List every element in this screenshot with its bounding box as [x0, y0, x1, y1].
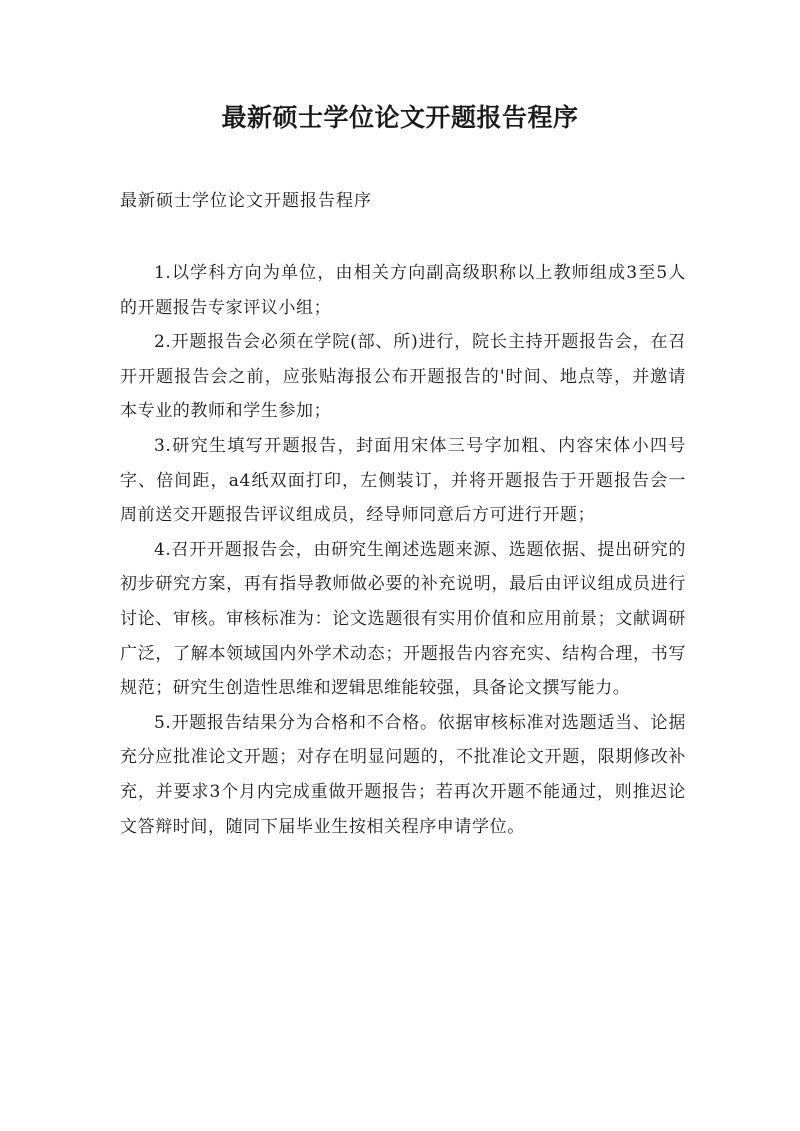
paragraph-4: 4.召开开题报告会，由研究生阐述选题来源、选题依据、提出研究的初步研究方案，再有指导教师做必要的补充说明，最后由评议组成员进行讨论、审核。审核标准为：论文选题很有实用价值和应用前景；文献调研广泛，了解本领域国内外学术动态；开题报告内容充实、结构合理，书写规范；研究生创造性思维和逻辑思维能较强，具备论文撰写能力。 — [120, 539, 686, 699]
paragraph-2: 2.开题报告会必须在学院(部、所)进行，院长主持开题报告会，在召开开题报告会之前，应张贴海报公布开题报告的'时间、地点等，并邀请本专业的教师和学生参加； — [120, 332, 686, 422]
paragraph-5: 5.开题报告结果分为合格和不合格。依据审核标准对选题适当、论据充分应批准论文开题；对存在明显问题的，不批准论文开题，限期修改补充，并要求3个月内完成重做开题报告；若再次开题不能通过，则推迟论文答辩时间，随同下届毕业生按相关程序申请学位。 — [120, 712, 686, 837]
paragraph-1: 1.以学科方向为单位，由相关方向副高级职称以上教师组成3至5人的开题报告专家评议小组； — [120, 263, 686, 318]
paragraph-3: 3.研究生填写开题报告，封面用宋体三号字加粗、内容宋体小四号字、倍间距，a4纸双面打印，左侧装订，并将开题报告于开题报告会一周前送交开题报告评议组成员，经导师同意后方可进行开题； — [120, 435, 686, 526]
document-subtitle: 最新硕士学位论文开题报告程序 — [120, 191, 372, 211]
document-title: 最新硕士学位论文开题报告程序 — [221, 103, 579, 132]
document-body — [120, 256, 686, 844]
